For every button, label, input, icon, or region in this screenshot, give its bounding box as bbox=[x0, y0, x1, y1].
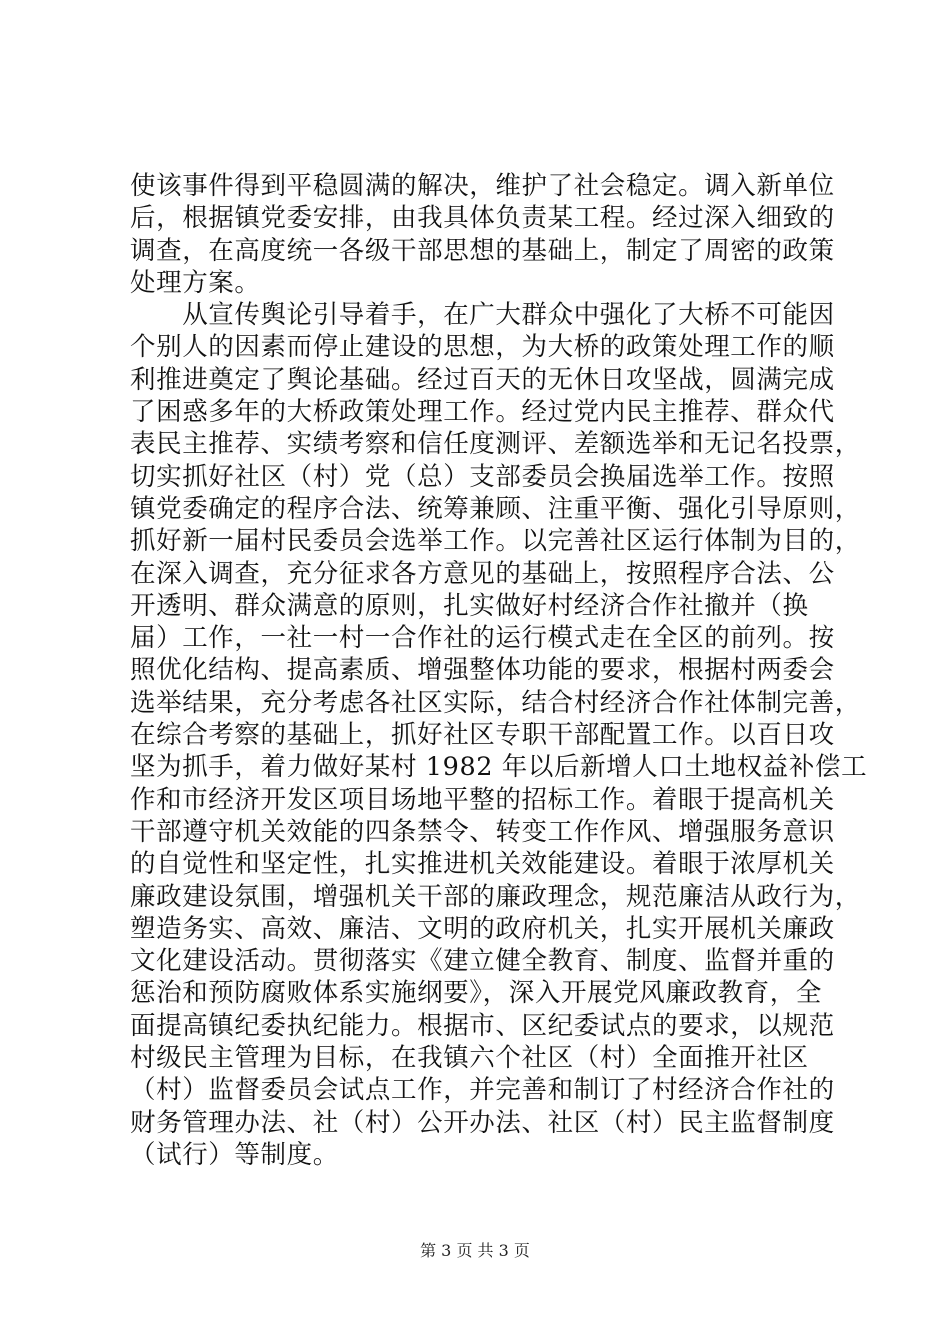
body-text-line: 利推进奠定了舆论基础。经过百天的无休日攻坚战，圆满完成 bbox=[130, 364, 835, 395]
body-text-line: 在综合考察的基础上，抓好社区专职干部配置工作。以百日攻 bbox=[130, 720, 835, 751]
body-text-line: 后，根据镇党委安排，由我具体负责某工程。经过深入细致的 bbox=[130, 203, 835, 234]
body-text-line: （村）监督委员会试点工作，并完善和制订了村经济合作社的 bbox=[130, 1075, 835, 1106]
body-text-line: 切实抓好社区（村）党（总）支部委员会换届选举工作。按照 bbox=[130, 461, 835, 492]
body-text-line: 使该事件得到平稳圆满的解决，维护了社会稳定。调入新单位 bbox=[130, 171, 835, 201]
body-text-line: 镇党委确定的程序合法、统筹兼顾、注重平衡、强化引导原则， bbox=[130, 493, 861, 524]
body-text-line: 届）工作，一社一村一合作社的运行模式走在全区的前列。按 bbox=[130, 623, 835, 654]
body-text-line: 塑造务实、高效、廉洁、文明的政府机关，扎实开展机关廉政 bbox=[130, 913, 835, 944]
body-text-line: 选举结果，充分考虑各社区实际，结合村经济合作社体制完善， bbox=[130, 687, 861, 718]
body-text-line: 调查，在高度统一各级干部思想的基础上，制定了周密的政策 bbox=[130, 235, 835, 266]
body-text-line: 村级民主管理为目标，在我镇六个社区（村）全面推开社区 bbox=[130, 1043, 809, 1074]
body-text-line: 表民主推荐、实绩考察和信任度测评、差额选举和无记名投票， bbox=[130, 429, 861, 460]
body-text-line: 作和市经济开发区项目场地平整的招标工作。着眼于提高机关 bbox=[130, 784, 835, 815]
body-text-line: 开透明、群众满意的原则，扎实做好村经济合作社撤并（换 bbox=[130, 590, 809, 621]
document-body bbox=[130, 170, 868, 1171]
body-text-line: 了困惑多年的大桥政策处理工作。经过党内民主推荐、群众代 bbox=[130, 397, 835, 428]
body-text-line: 惩治和预防腐败体系实施纲要》，深入开展党风廉政教育，全 bbox=[130, 978, 822, 1009]
body-text-line: 财务管理办法、社（村）公开办法、社区（村）民主监督制度 bbox=[130, 1107, 835, 1138]
page-number-footer: 第 3 页 共 3 页 bbox=[420, 1241, 530, 1260]
body-text-line: 的自觉性和坚定性，扎实推进机关效能建设。着眼于浓厚机关 bbox=[130, 849, 835, 880]
body-text-line: 面提高镇纪委执纪能力。根据市、区纪委试点的要求，以规范 bbox=[130, 1010, 835, 1041]
body-text-line: 处理方案。 bbox=[130, 267, 261, 298]
body-text-line: 从宣传舆论引导着手，在广大群众中强化了大桥不可能因 bbox=[130, 300, 835, 331]
body-text-line: 坚为抓手，着力做好某村 1982 年以后新增人口土地权益补偿工 bbox=[130, 752, 868, 783]
body-text-line: 抓好新一届村民委员会选举工作。以完善社区运行体制为目的， bbox=[130, 526, 861, 557]
body-text-line: 文化建设活动。贯彻落实《建立健全教育、制度、监督并重的 bbox=[130, 946, 835, 977]
body-text-line: （试行）等制度。 bbox=[130, 1139, 339, 1170]
body-text-line: 廉政建设氛围，增强机关干部的廉政理念，规范廉洁从政行为， bbox=[130, 881, 861, 912]
body-text-line: 干部遵守机关效能的四条禁令、转变工作作风、增强服务意识 bbox=[130, 816, 835, 847]
body-text-line: 照优化结构、提高素质、增强整体功能的要求，根据村两委会 bbox=[130, 655, 835, 686]
body-text-line: 个别人的因素而停止建设的思想，为大桥的政策处理工作的顺 bbox=[130, 332, 835, 363]
body-text-line: 在深入调查，充分征求各方意见的基础上，按照程序合法、公 bbox=[130, 558, 835, 589]
